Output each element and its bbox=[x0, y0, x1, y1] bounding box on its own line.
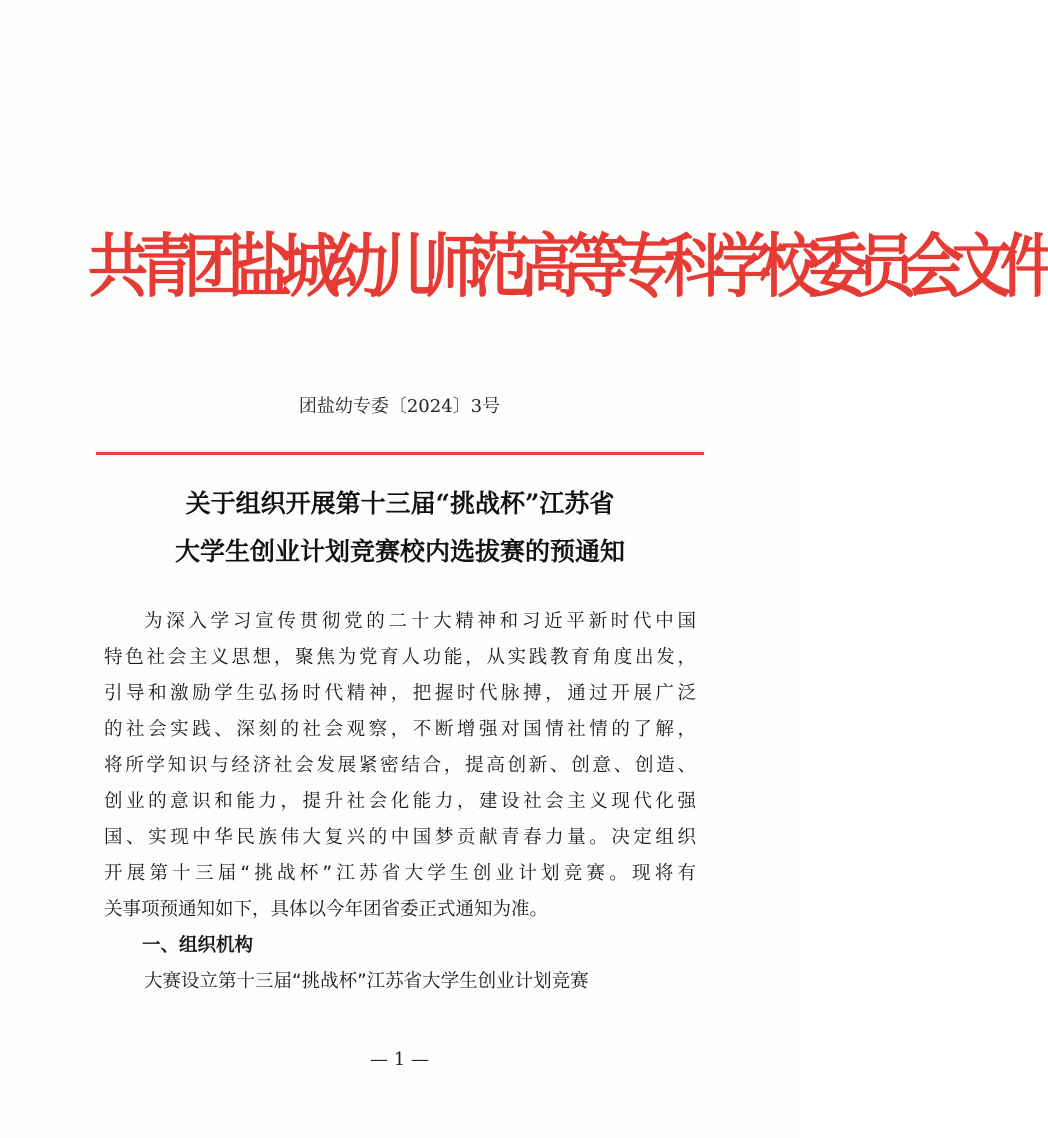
body-line: 开展第十三届“挑战杯”江苏省大学生创业计划竞赛。现将有 bbox=[104, 863, 696, 884]
body-line: 为深入学习宣传贯彻党的二十大精神和习近平新时代中国 bbox=[144, 611, 696, 632]
notice-title-line: 大学生创业计划竞赛校内选拔赛的预通知 bbox=[174, 537, 625, 566]
page-number: — 1 — bbox=[370, 1049, 429, 1070]
org-header-title: 共青团盐城幼儿师范高等专科学校委员会文件 bbox=[88, 229, 1048, 305]
body-line: 关事项预通知如下，具体以今年团省委正式通知为准。 bbox=[104, 899, 549, 920]
body-line: 特色社会主义思想，聚焦为党育人功能，从实践教育角度出发， bbox=[104, 647, 696, 668]
notice-title-line: 关于组织开展第十三届“挑战杯”江苏省 bbox=[185, 489, 615, 518]
body-line: 引导和激励学生弘扬时代精神，把握时代脉搏，通过开展广泛 bbox=[104, 683, 696, 704]
body-text bbox=[104, 604, 696, 1000]
section-heading: 一、组织机构 bbox=[142, 935, 254, 956]
body-line: 将所学知识与经济社会发展紧密结合，提高创新、创意、创造、 bbox=[104, 755, 696, 776]
document-number: 团盐幼专委〔2024〕3号 bbox=[298, 396, 501, 417]
body-line: 创业的意识和能力，提升社会化能力，建设社会主义现代化强 bbox=[104, 791, 696, 812]
body-line: 的社会实践、深刻的社会观察，不断增强对国情社情的了解， bbox=[104, 719, 696, 740]
body-line: 大赛设立第十三届“挑战杯”江苏省大学生创业计划竞赛 bbox=[144, 971, 589, 992]
body-line: 国、实现中华民族伟大复兴的中国梦贡献青春力量。决定组织 bbox=[104, 827, 696, 848]
red-divider-line bbox=[96, 452, 704, 455]
notice-title bbox=[90, 480, 710, 576]
